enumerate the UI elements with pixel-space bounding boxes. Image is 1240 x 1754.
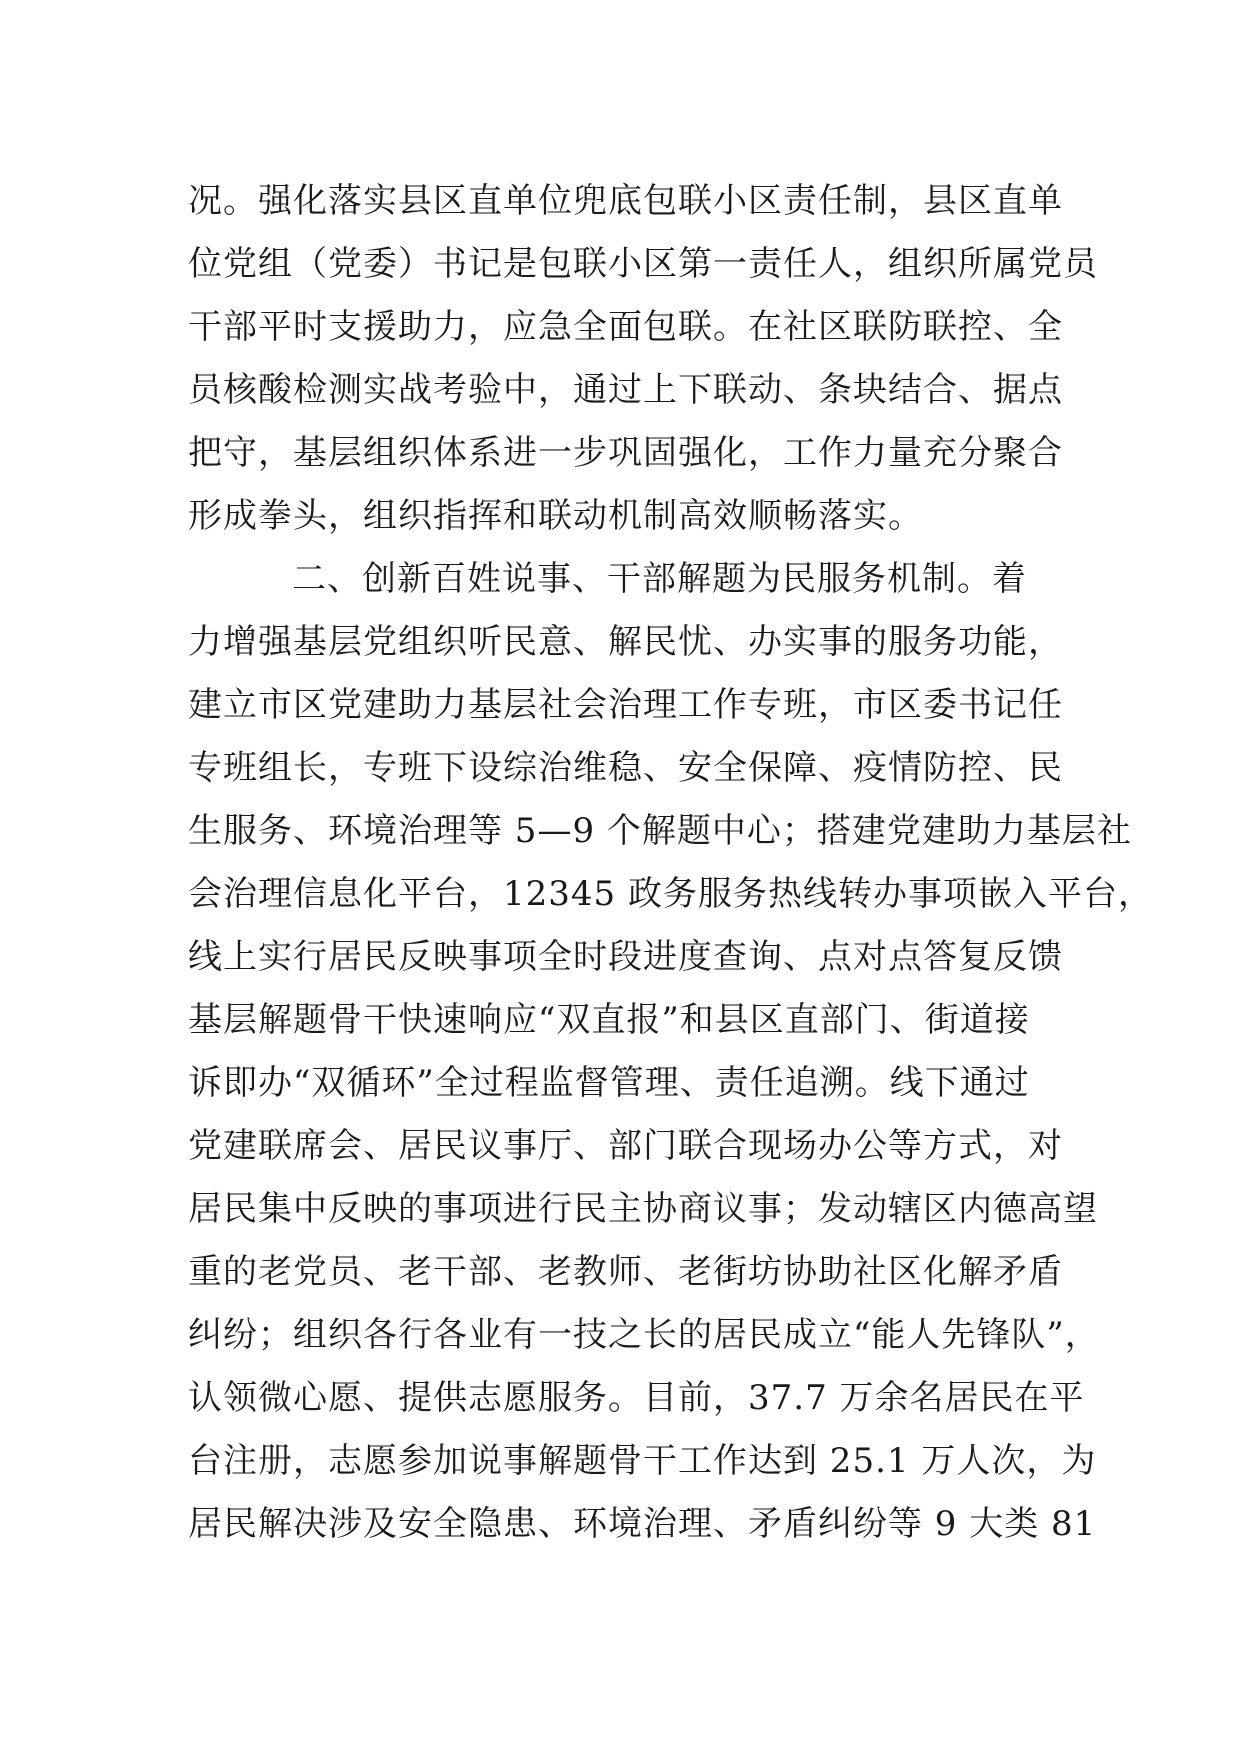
text-line: 生服务、环境治理等 5—9 个解题中心；搭建党建助力基层社 (188, 811, 1132, 851)
text-line: 基层解题骨干快速响应“双直报”和县区直部门、街道接 (188, 1000, 1030, 1040)
text-line: 纠纷；组织各行各业有一技之长的居民成立“能人先锋队”， (188, 1315, 1100, 1355)
text-line: 况。强化落实县区直单位兜底包联小区责任制，县区直单 (188, 181, 1063, 221)
text-line: 把守，基层组织体系进一步巩固强化，工作力量充分聚合 (188, 433, 1063, 473)
text-line: 形成拳头，组织指挥和联动机制高效顺畅落实。 (188, 496, 923, 536)
text-line: 专班组长，专班下设综治维稳、安全保障、疫情防控、民 (188, 748, 1063, 788)
text-line: 力增强基层党组织听民意、解民忧、办实事的服务功能， (188, 622, 1063, 662)
text-line: 认领微心愿、提供志愿服务。目前，37.7 万余名居民在平 (188, 1378, 1085, 1418)
text-line: 居民解决涉及安全隐患、环境治理、矛盾纠纷等 9 大类 81 (188, 1504, 1097, 1544)
text-line: 重的老党员、老干部、老教师、老街坊协助社区化解矛盾 (188, 1252, 1063, 1292)
text-line: 位党组（党委）书记是包联小区第一责任人，组织所属党员 (188, 244, 1098, 284)
section-heading-line: 二、创新百姓说事、干部解题为民服务机制。着 (292, 559, 1027, 599)
text-line: 干部平时支援助力，应急全面包联。在社区联防联控、全 (188, 307, 1063, 347)
text-line: 诉即办“双循环”全过程监督管理、责任追溯。线下通过 (188, 1063, 1030, 1103)
text-line: 线上实行居民反映事项全时段进度查询、点对点答复反馈 (188, 937, 1063, 977)
text-line: 台注册，志愿参加说事解题骨干工作达到 25.1 万人次，为 (188, 1441, 1097, 1481)
text-line: 居民集中反映的事项进行民主协商议事；发动辖区内德高望 (188, 1189, 1098, 1229)
text-line: 员核酸检测实战考验中，通过上下联动、条块结合、据点 (188, 370, 1063, 410)
text-line: 建立市区党建助力基层社会治理工作专班，市区委书记任 (188, 685, 1063, 725)
text-line: 党建联席会、居民议事厅、部门联合现场办公等方式，对 (188, 1126, 1063, 1166)
text-line: 会治理信息化平台，12345 政务服务热线转办事项嵌入平台， (188, 874, 1153, 914)
